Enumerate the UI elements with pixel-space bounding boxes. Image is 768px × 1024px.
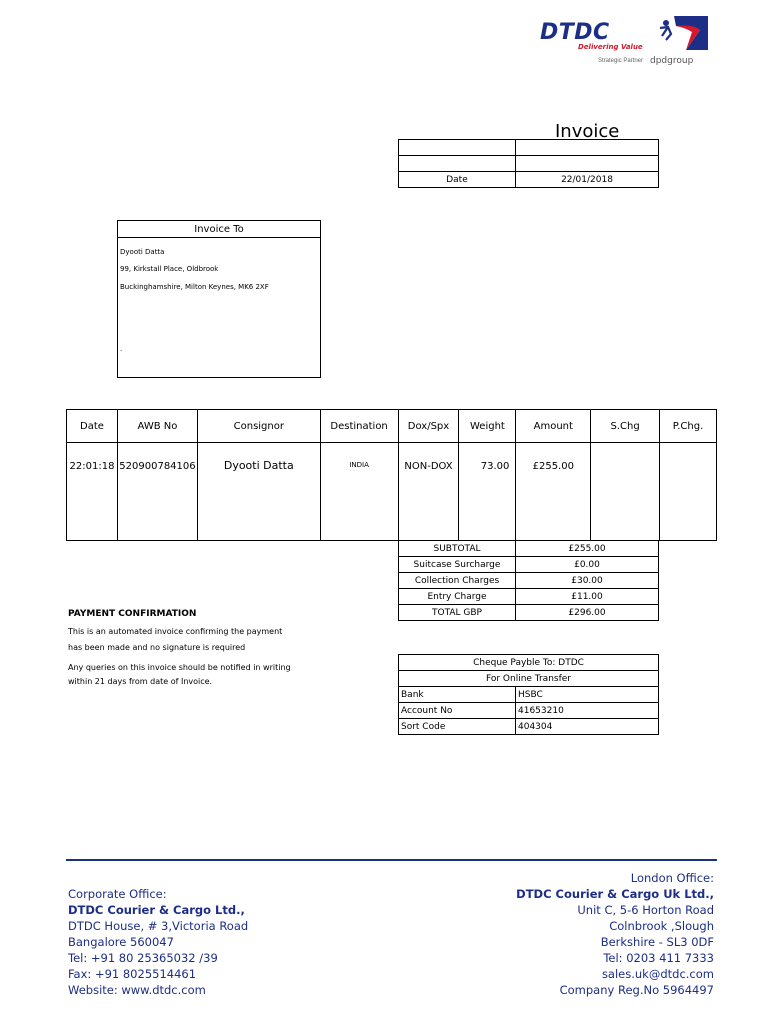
cell-pchg: [660, 443, 717, 541]
cell-schg: [591, 443, 660, 541]
col-awb: AWB No: [117, 410, 197, 443]
corporate-website: Website: www.dtdc.com: [68, 983, 206, 997]
customer-address-1: 99, Kirkstall Place, Oldbrook: [120, 265, 219, 273]
payment-line-1: This is an automated invoice confirming the payment: [68, 627, 283, 636]
london-address-2: Colnbrook ,Slough: [609, 919, 714, 933]
payment-line-3: Any queries on this invoice should be notified in writing: [68, 663, 291, 672]
payment-line-4: within 21 days from date of Invoice.: [68, 677, 213, 686]
corporate-address-2: Bangalore 560047: [68, 935, 174, 949]
date-value: 22/01/2018: [516, 172, 659, 188]
shipment-table: [66, 409, 717, 541]
col-dox: Dox/Spx: [398, 410, 459, 443]
account-label: Account No: [399, 703, 516, 719]
col-weight: Weight: [459, 410, 516, 443]
sort-value: 404304: [516, 719, 659, 735]
customer-extra: .: [120, 345, 123, 353]
collection-row: [399, 573, 659, 589]
london-address-3: Berkshire - SL3 0DF: [600, 935, 714, 949]
col-destination: Destination: [320, 410, 398, 443]
logo-tagline: Delivering Value: [578, 43, 643, 51]
customer-name: Dyooti Datta: [120, 248, 165, 256]
london-reg: Company Reg.No 5964497: [559, 983, 714, 997]
corporate-label: Corporate Office:: [68, 887, 167, 901]
total-value: £296.00: [516, 605, 659, 621]
dpd-logo: dpdgroup: [650, 56, 694, 66]
invoice-date-table: [398, 139, 659, 188]
dtdc-logo: [536, 16, 708, 70]
suitcase-label: Suitcase Surcharge: [399, 557, 516, 573]
payment-heading: PAYMENT CONFIRMATION: [68, 609, 197, 619]
suitcase-value: £0.00: [516, 557, 659, 573]
corporate-address-1: DTDC House, # 3,Victoria Road: [68, 919, 249, 933]
online-transfer: For Online Transfer: [399, 671, 659, 687]
london-email: sales.uk@dtdc.com: [601, 967, 714, 981]
total-label: TOTAL GBP: [399, 605, 516, 621]
col-pchg: P.Chg.: [660, 410, 717, 443]
cell-date: 22:01:18: [67, 443, 118, 541]
suitcase-row: [399, 557, 659, 573]
subtotal-value: £255.00: [516, 541, 659, 557]
corporate-company: DTDC Courier & Cargo Ltd.,: [68, 903, 245, 917]
corporate-tel: Tel: +91 80 25365032 /39: [68, 951, 218, 965]
sort-label: Sort Code: [399, 719, 516, 735]
invoice-to-box: [117, 220, 321, 378]
payment-line-2: has been made and no signature is required: [68, 643, 246, 652]
cell-dox: NON-DOX: [398, 443, 459, 541]
collection-label: Collection Charges: [399, 573, 516, 589]
partner-label: Strategic Partner: [598, 58, 644, 64]
bank-table: [398, 654, 659, 735]
cell-consignor: Dyooti Datta: [197, 443, 320, 541]
invoice-to-heading: Invoice To: [118, 221, 320, 238]
total-row: [399, 605, 659, 621]
date-label: Date: [399, 172, 516, 188]
subtotal-row: [399, 541, 659, 557]
collection-value: £30.00: [516, 573, 659, 589]
cell-awb: 520900784106: [117, 443, 197, 541]
logo-brand: DTDC: [540, 20, 610, 45]
invoice-title: Invoice: [555, 121, 620, 142]
london-label: London Office:: [630, 871, 714, 885]
col-consignor: Consignor: [197, 410, 320, 443]
entry-row: [399, 589, 659, 605]
runner-swoosh-icon: [656, 16, 708, 50]
london-address-1: Unit C, 5-6 Horton Road: [577, 903, 714, 917]
cell-amount: £255.00: [516, 443, 591, 541]
entry-value: £11.00: [516, 589, 659, 605]
cell-weight: 73.00: [459, 443, 516, 541]
london-tel: Tel: 0203 411 7333: [603, 951, 714, 965]
col-amount: Amount: [516, 410, 591, 443]
totals-table: [398, 540, 659, 621]
cell-destination: INDIA: [320, 443, 398, 541]
subtotal-label: SUBTOTAL: [399, 541, 516, 557]
bank-label: Bank: [399, 687, 516, 703]
corporate-office: [68, 886, 248, 998]
entry-label: Entry Charge: [399, 589, 516, 605]
col-date: Date: [67, 410, 118, 443]
col-schg: S.Chg: [591, 410, 660, 443]
london-company: DTDC Courier & Cargo Uk Ltd.,: [516, 887, 714, 901]
table-header-row: [67, 410, 717, 443]
cheque-payable: Cheque Payble To: DTDC: [399, 655, 659, 671]
account-value: 41653210: [516, 703, 659, 719]
london-office: [516, 870, 714, 998]
footer-divider: [66, 859, 717, 861]
table-row: [67, 443, 717, 541]
corporate-fax: Fax: +91 8025514461: [68, 967, 197, 981]
bank-value: HSBC: [516, 687, 659, 703]
customer-address-2: Buckinghamshire, Milton Keynes, MK6 2XF: [120, 283, 269, 291]
